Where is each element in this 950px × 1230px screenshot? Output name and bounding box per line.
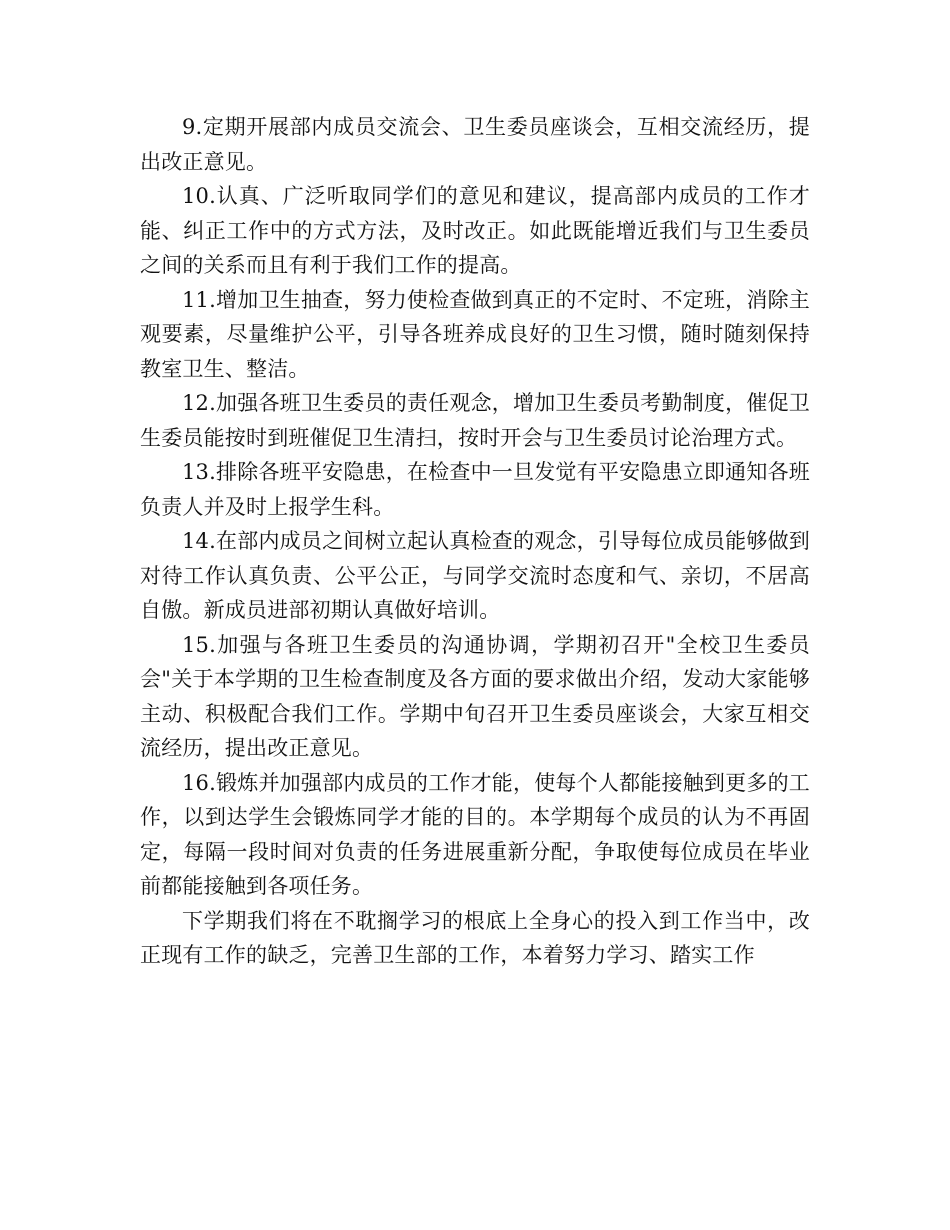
paragraph-item-10: 10.认真、广泛听取同学们的意见和建议，提高部内成员的工作才能、纠正工作中的方式方法，及时改正。如此既能增近我们与卫生委员之间的关系而且有利于我们工作的提高。 [140,184,810,277]
paragraph-item-9: 9.定期开展部内成员交流会、卫生委员座谈会，互相交流经历，提出改正意见。 [140,115,810,174]
paragraph-closing: 下学期我们将在不耽搁学习的根底上全身心的投入到工作当中，改正现有工作的缺乏，完善卫生部的工作，本着努力学习、踏实工作 [140,908,810,967]
document-page [140,110,810,973]
paragraph-item-11: 11.增加卫生抽查，努力使检查做到真正的不定时、不定班，消除主观要素，尽量维护公平，引导各班养成良好的卫生习惯，随时随刻保持教室卫生、整洁。 [140,287,810,381]
paragraph-item-12: 12.加强各班卫生委员的责任观念，增加卫生委员考勤制度，催促卫生委员能按时到班催促卫生清扫，按时开会与卫生委员讨论治理方式。 [140,391,810,450]
paragraph-item-16: 16.锻炼并加强部内成员的工作才能，使每个人都能接触到更多的工作，以到达学生会锻炼同学才能的目的。本学期每个成员的认为不再固定，每隔一段时间对负责的任务进展重新分配，争取使每位成员在毕业前都能接触到各项任务。 [140,770,810,898]
paragraph-item-13: 13.排除各班平安隐患，在检查中一旦发觉有平安隐患立即通知各班负责人并及时上报学生科。 [140,460,810,519]
paragraph-item-15: 15.加强与各班卫生委员的沟通协调，学期初召开"全校卫生委员会"关于本学期的卫生检查制度及各方面的要求做出介绍，发动大家能够主动、积极配合我们工作。学期中旬召开卫生委员座谈会，大家互相交流经历，提出改正意见。 [140,632,810,760]
paragraph-item-14: 14.在部内成员之间树立起认真检查的观念，引导每位成员能够做到对待工作认真负责、公平公正，与同学交流时态度和气、亲切，不居高自傲。新成员进部初期认真做好培训。 [140,529,810,622]
